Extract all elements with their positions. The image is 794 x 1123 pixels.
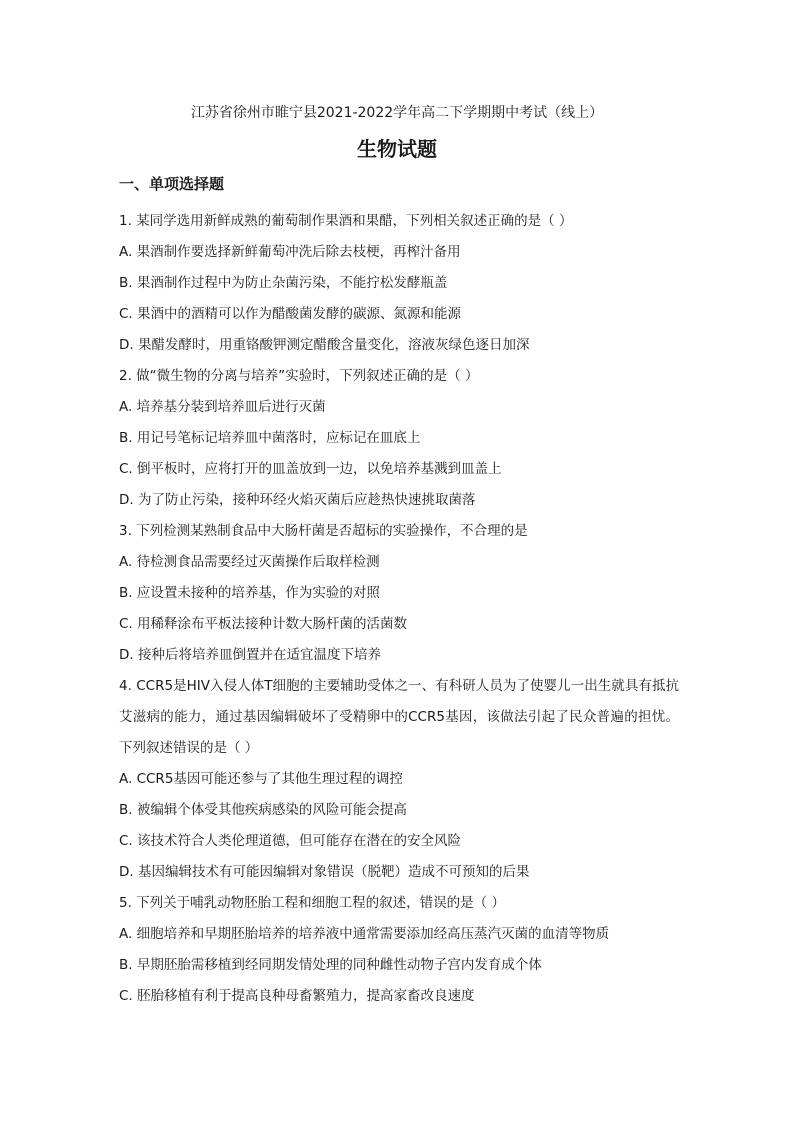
question-5 xyxy=(119,888,679,1012)
option-a: A. 待检测食品需要经过灭菌操作后取样检测 xyxy=(119,554,380,570)
question-4 xyxy=(119,671,679,888)
option-c: C. 用稀释涂布平板法接种计数大肠杆菌的活菌数 xyxy=(119,616,408,632)
question-stem: 5. 下列关于哺乳动物胚胎工程和细胞工程的叙述，错误的是（ ） xyxy=(119,895,505,911)
option-d: D. 基因编辑技术有可能因编辑对象错误（脱靶）造成不可预知的后果 xyxy=(119,864,530,880)
question-2 xyxy=(119,361,679,516)
question-stem: 1. 某同学选用新鲜成熟的葡萄制作果酒和果醋，下列相关叙述正确的是（ ） xyxy=(119,213,573,229)
option-c: C. 果酒中的酒精可以作为醋酸菌发酵的碳源、氮源和能源 xyxy=(119,306,462,322)
option-c: C. 胚胎移植有利于提高良种母畜繁殖力，提高家畜改良速度 xyxy=(119,988,475,1004)
option-d: D. 果醋发酵时，用重铬酸钾测定醋酸含量变化，溶液灰绿色逐日加深 xyxy=(119,337,530,353)
option-d: D. 为了防止污染，接种环经火焰灭菌后应趁热快速挑取菌落 xyxy=(119,492,476,508)
option-d: D. 接种后将培养皿倒置并在适宜温度下培养 xyxy=(119,647,381,663)
exam-subtitle: 江苏省徐州市睢宁县2021-2022学年高二下学期期中考试（线上） xyxy=(190,105,604,121)
question-stem: 4. CCR5是HIV入侵人体T细胞的主要辅助受体之一、有科研人员为了使婴儿一出生就具有抵抗艾滋病的能力，通过基因编辑破坏了受精卵中的CCR5基因，该做法引起了民众普遍的担忧。下列叙述错误的是（ ） xyxy=(119,678,679,756)
question-3 xyxy=(119,516,679,671)
option-b: B. 被编辑个体受其他疾病感染的风险可能会提高 xyxy=(119,802,407,818)
option-a: A. 细胞培养和早期胚胎培养的培养液中通常需要添加经高压蒸汽灭菌的血清等物质 xyxy=(119,926,610,942)
option-b: B. 早期胚胎需移植到经同期发情处理的同种雌性动物子宫内发育成个体 xyxy=(119,957,542,973)
option-b: B. 果酒制作过程中为防止杂菌污染，不能拧松发酵瓶盖 xyxy=(119,275,448,291)
option-a: A. 培养基分装到培养皿后进行灭菌 xyxy=(119,399,326,415)
section-heading: 一、单项选择题 xyxy=(119,175,225,193)
question-stem: 3. 下列检测某熟制食品中大肠杆菌是否超标的实验操作，不合理的是 xyxy=(119,523,528,539)
question-list xyxy=(119,206,679,1012)
exam-title: 生物试题 xyxy=(357,137,437,161)
option-c: C. 该技术符合人类伦理道德，但可能存在潜在的安全风险 xyxy=(119,833,462,849)
option-b: B. 应设置未接种的培养基，作为实验的对照 xyxy=(119,585,380,601)
option-a: A. 果酒制作要选择新鲜葡萄冲洗后除去枝梗，再榨汁备用 xyxy=(119,244,461,260)
question-stem: 2. 做“微生物的分离与培养”实验时，下列叙述正确的是（ ） xyxy=(119,368,479,384)
option-c: C. 倒平板时，应将打开的皿盖放到一边，以免培养基溅到皿盖上 xyxy=(119,461,502,477)
option-a: A. CCR5基因可能还参与了其他生理过程的调控 xyxy=(119,771,403,787)
question-1 xyxy=(119,206,679,361)
option-b: B. 用记号笔标记培养皿中菌落时，应标记在皿底上 xyxy=(119,430,421,446)
